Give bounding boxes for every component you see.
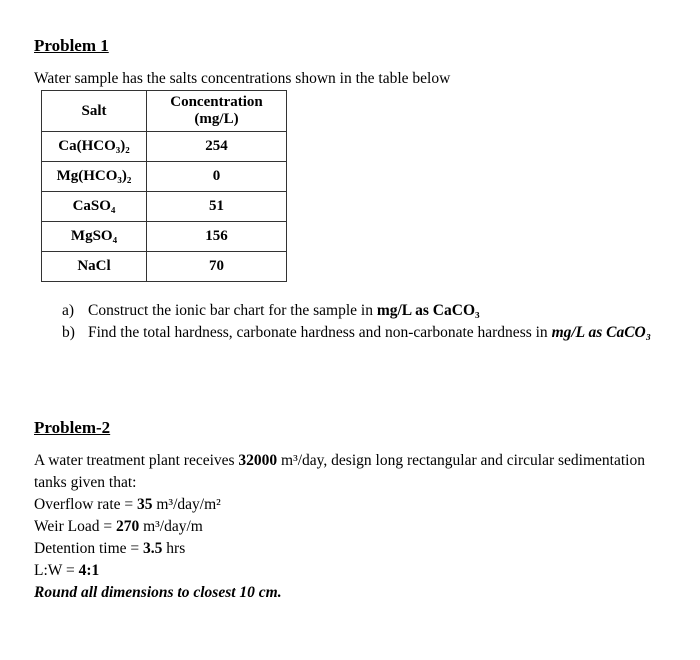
conc-cell: 0 (147, 162, 287, 192)
line1-post: m³/day, design long rectangular and circular sedimentation (277, 452, 645, 469)
problem1-intro: Water sample has the salts concentrations shown in the table below (34, 70, 451, 87)
problem2-line2: tanks given that: (34, 474, 137, 491)
question-a-label: a) (62, 302, 75, 319)
problem1-heading: Problem 1 (34, 36, 109, 55)
flow-value: 32000 (238, 452, 278, 469)
conc-cell: 70 (147, 252, 287, 282)
table-header-row (42, 91, 287, 132)
salt-cell: MgSO₄ (42, 222, 147, 252)
conc-cell: 156 (147, 222, 287, 252)
detention-value: 3.5 (143, 540, 163, 557)
ratio-value: 4:1 (78, 562, 100, 579)
weir-unit: m³/day/m (139, 518, 203, 535)
question-b-unit: mg/L as CaCO₃ (551, 324, 652, 341)
weir-label: Weir Load = (34, 518, 116, 535)
weir-load-line (34, 518, 645, 540)
table-row (42, 162, 287, 192)
detention-time-line (34, 540, 645, 562)
question-b (62, 324, 651, 346)
header-conc-line1: Concentration (170, 94, 263, 110)
line1-pre: A water treatment plant receives (34, 452, 239, 469)
salt-cell: Mg(HCO₃)₂ (42, 162, 147, 192)
question-a-unit: mg/L as CaCO₃ (376, 302, 480, 319)
question-b-label: b) (62, 324, 75, 341)
conc-cell: 51 (147, 192, 287, 222)
problem2-heading: Problem-2 (34, 418, 111, 437)
problem2-body (34, 452, 645, 606)
problem1-questions (62, 302, 651, 346)
salt-cell: Ca(HCO₃)₂ (42, 132, 147, 162)
table-row (42, 252, 287, 282)
table-row (42, 132, 287, 162)
weir-value: 270 (115, 518, 140, 535)
question-a (62, 302, 651, 324)
table-row (42, 222, 287, 252)
header-concentration (147, 91, 287, 132)
overflow-value: 35 (137, 496, 153, 513)
rounding-note: Round all dimensions to closest 10 cm. (34, 584, 282, 601)
overflow-unit: m³/day/m² (152, 496, 221, 513)
overflow-rate-line (34, 496, 645, 518)
salt-cell: NaCl (42, 252, 147, 282)
table-row (42, 192, 287, 222)
salts-table (41, 90, 287, 282)
salt-cell: CaSO₄ (42, 192, 147, 222)
detention-unit: hrs (162, 540, 186, 557)
conc-cell: 254 (147, 132, 287, 162)
overflow-label: Overflow rate = (34, 496, 137, 513)
header-conc-line2: (mg/L) (194, 111, 239, 127)
detention-label: Detention time = (34, 540, 144, 557)
ratio-line (34, 562, 645, 584)
question-b-text: Find the total hardness, carbonate hardness and non-carbonate hardness in (88, 324, 552, 341)
ratio-label: L:W = (34, 562, 79, 579)
question-a-text: Construct the ionic bar chart for the sample in (88, 302, 377, 319)
header-salt: Salt (42, 91, 147, 132)
problem2-line1 (34, 452, 645, 474)
